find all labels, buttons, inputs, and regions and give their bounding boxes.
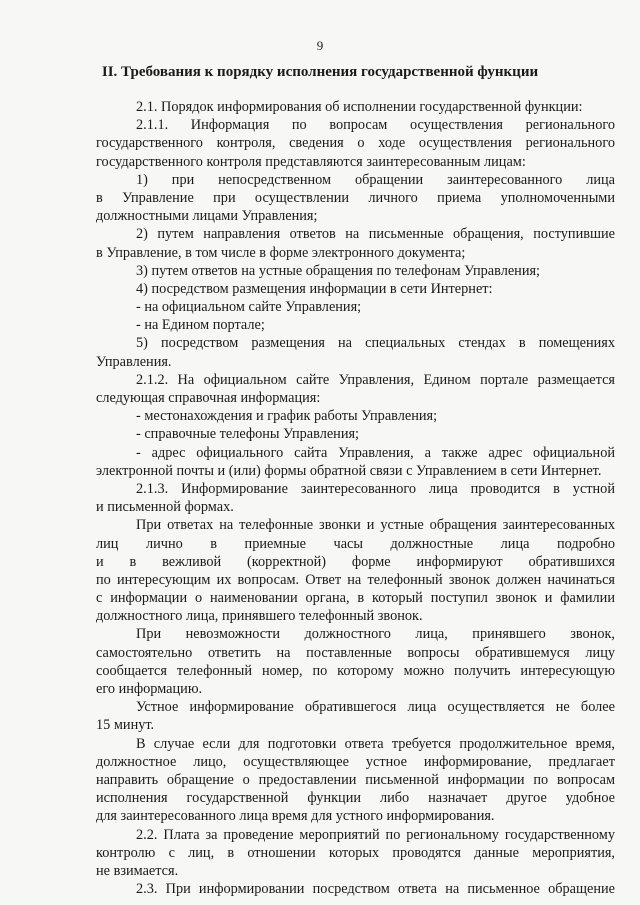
text-line: - на Едином портале; — [136, 317, 265, 334]
text-line: 5) посредством размещения на специальных стендах в помещениях — [136, 335, 615, 352]
text-line: Управления. — [96, 353, 172, 370]
text-line: и письменной формах. — [96, 499, 234, 516]
text-line: его информацию. — [96, 681, 203, 697]
text-line: При ответах на телефонные звонки и устные обращения заинтересованных — [136, 517, 615, 534]
text-line: электронной почты и (или) формы обратной связи с Управлением в сети Интернет. — [96, 462, 602, 479]
paragraph — [96, 280, 615, 298]
paragraph — [96, 371, 615, 407]
paragraph — [96, 316, 615, 334]
text-line: следующая справочная информация: — [96, 390, 321, 406]
paragraph — [96, 516, 615, 625]
text-line: сообщается телефонный номер, по которому можно получить интересующую — [96, 662, 615, 679]
text-line: 3) путем ответов на устные обращения по телефонам Управления; — [136, 262, 541, 279]
text-line: 2.1.3. Информирование заинтересованного лица проводится в устной — [136, 480, 615, 497]
text-line: для заинтересованного лица время для устного информирования. — [96, 808, 495, 825]
paragraph — [96, 625, 615, 698]
text-line: 2.1.1. Информация по вопросам осуществления регионального — [136, 117, 615, 134]
text-line: контролю с лиц, в отношении которых проводятся данные мероприятия, — [96, 844, 615, 861]
text-line: 1) при непосредственном обращении заинтересованного лица — [136, 171, 615, 188]
paragraph — [96, 171, 615, 226]
page-number: 9 — [316, 38, 324, 53]
text-line: - адрес официального сайта Управления, а также адрес официальной — [136, 444, 615, 461]
text-line: в Управление при осуществлении личного приема уполномоченными — [96, 189, 615, 206]
text-line: 15 минут. — [96, 717, 155, 734]
paragraph — [96, 262, 615, 280]
text-line: не взимается. — [96, 862, 179, 879]
text-line: Устное информирование обратившегося лица осуществляется не более — [136, 699, 615, 716]
text-line: с информации о наименовании органа, в который поступил звонок и фамилии — [96, 590, 615, 607]
paragraph — [96, 826, 615, 881]
paragraph — [96, 116, 615, 171]
paragraph — [96, 298, 615, 316]
text-line: 2) путем направления ответов на письменные обращения, поступившие — [136, 226, 615, 243]
paragraph — [96, 225, 615, 261]
text-line: 2.1. Порядок информирования об исполнении государственной функции: — [136, 99, 583, 115]
paragraph — [96, 407, 615, 425]
section-heading: II. Требования к порядку исполнения государственной функции — [101, 64, 539, 80]
paragraph — [96, 735, 615, 826]
text-line: в Управление, в том числе в форме электронного документа; — [96, 244, 466, 261]
text-line: направить обращение о предоставлении письменной информации по вопросам — [96, 771, 615, 788]
paragraph — [96, 425, 615, 443]
text-line: При невозможности должностного лица, принявшего звонок, — [136, 626, 615, 643]
text-line: 2.1.2. На официальном сайте Управления, Едином портале размещается — [136, 371, 615, 388]
text-line: должностными лицами Управления; — [96, 208, 318, 225]
text-line: государственного контроля представляются заинтересованным лицам: — [96, 153, 526, 170]
document-body — [96, 98, 615, 898]
paragraph — [96, 698, 615, 734]
text-line: В случае если для подготовки ответа требуется продолжительное время, — [136, 735, 615, 752]
text-line: 2.2. Плата за проведение мероприятий по региональному государственному — [136, 826, 615, 843]
text-line: должностного лица, принявшего телефонный звонок. — [96, 608, 423, 625]
paragraph — [96, 480, 615, 516]
text-line: и в вежливой (корректной) форме информируют обратившихся — [96, 553, 615, 570]
text-line: - на официальном сайте Управления; — [136, 299, 362, 316]
text-line: - местонахождения и график работы Управления; — [136, 408, 438, 425]
text-line: по интересующим их вопросам. Ответ на телефонный звонок должен начинаться — [96, 571, 615, 588]
paragraph — [96, 334, 615, 370]
text-line: исполнения государственной функции либо назначает другое удобное — [96, 790, 615, 807]
paragraph — [96, 98, 615, 116]
text-line: государственного контроля, сведения о ходе осуществления регионального — [96, 135, 615, 152]
text-line: должностное лицо, осуществляющее устное информирование, предлагает — [96, 753, 615, 770]
text-line: 2.3. При информировании посредством ответа на письменное обращение — [136, 881, 615, 898]
text-line: - справочные телефоны Управления; — [136, 426, 360, 443]
text-line: 4) посредством размещения информации в сети Интернет: — [136, 280, 493, 297]
text-line: лиц лично в приемные часы должностные лица подробно — [96, 535, 615, 552]
paragraph — [96, 880, 615, 898]
paragraph — [96, 444, 615, 480]
text-line: самостоятельно ответить на поставленные вопросы обратившемуся лицу — [96, 644, 615, 661]
